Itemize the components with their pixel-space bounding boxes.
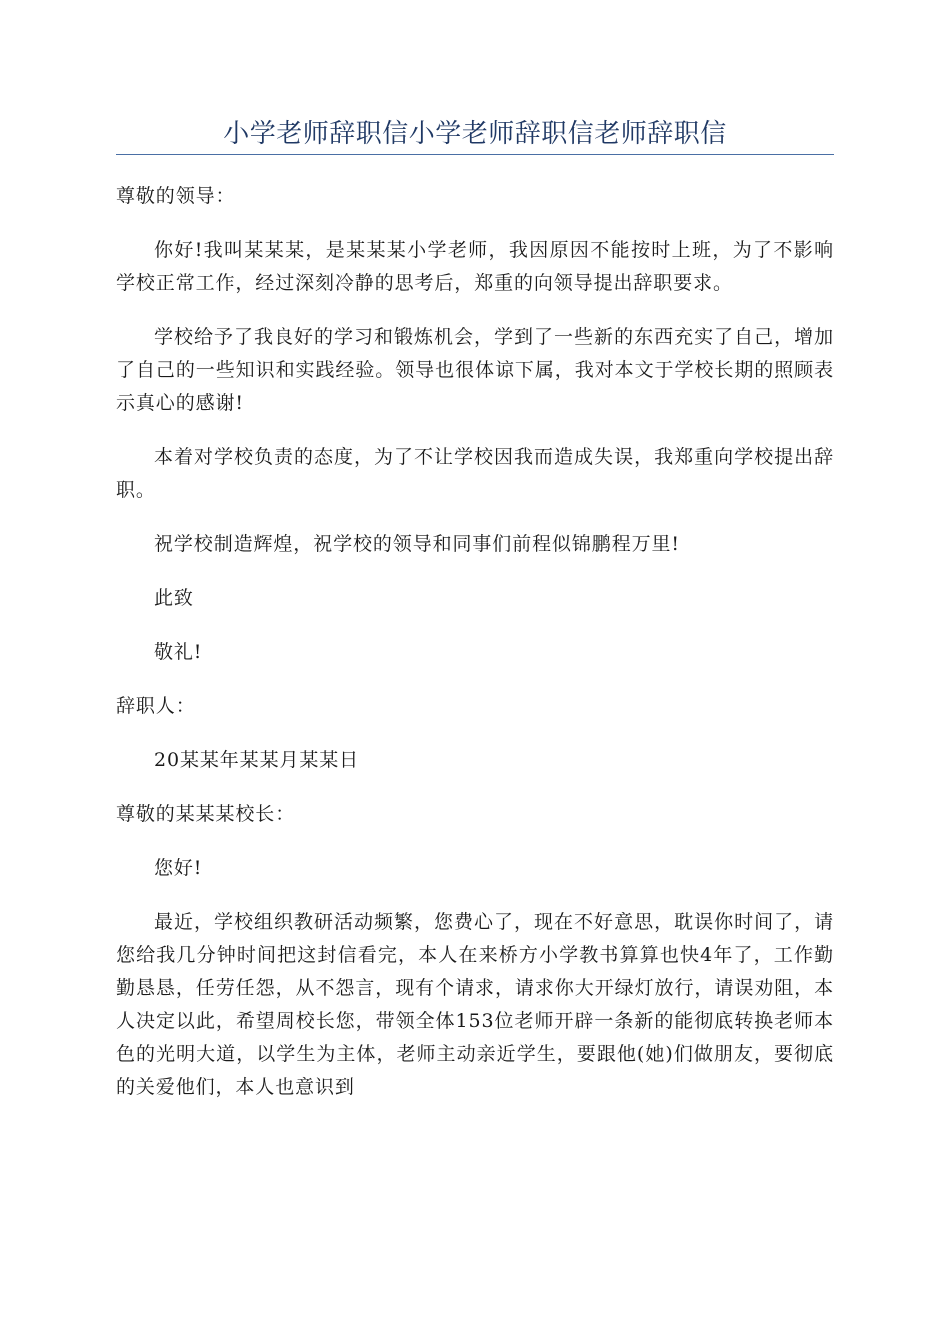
closing-line: 敬礼!	[154, 641, 203, 663]
paragraph: 本着对学校负责的态度，为了不让学校因我而造成失误，我郑重向学校提出辞职。	[116, 446, 834, 501]
salutation: 尊敬的某某某校长：	[116, 803, 296, 825]
paragraph: 你好!我叫某某某，是某某某小学老师，我因原因不能按时上班，为了不影响学校正常工作，经过深刻冷静的思考后，郑重的向领导提出辞职要求。	[116, 239, 834, 294]
signature-label: 辞职人：	[116, 695, 196, 717]
title-underline	[116, 154, 834, 155]
paragraph: 祝学校制造辉煌，祝学校的领导和同事们前程似锦鹏程万里!	[154, 533, 680, 555]
paragraph: 最近，学校组织教研活动频繁，您费心了，现在不好意思，耽误你时间了，请您给我几分钟时间把这封信看完，本人在来桥方小学教书算算也快4年了，工作勤勤恳恳，任劳任怨，从不怨言，现有个请求，请求你大开绿灯放行，请误劝阻，本人决定以此，希望周校长您，带领全体153位老师开辟一条新的能彻底转换老师本色的光明大道，以学生为主体，老师主动亲近学生，要跟他(她)们做朋友，要彻底的关爱他们，本人也意识到	[116, 911, 834, 1098]
closing-line: 此致	[154, 587, 194, 609]
date-line: 20某某年某某月某某日	[154, 749, 360, 771]
greeting: 您好!	[154, 857, 203, 879]
paragraph: 学校给予了我良好的学习和锻炼机会，学到了一些新的东西充实了自己，增加了自己的一些知识和实践经验。领导也很体谅下属，我对本文于学校长期的照顾表示真心的感谢!	[116, 326, 834, 414]
letter-body	[116, 180, 834, 1125]
salutation: 尊敬的领导：	[116, 185, 236, 207]
document-title: 小学老师辞职信小学老师辞职信老师辞职信	[223, 119, 727, 149]
